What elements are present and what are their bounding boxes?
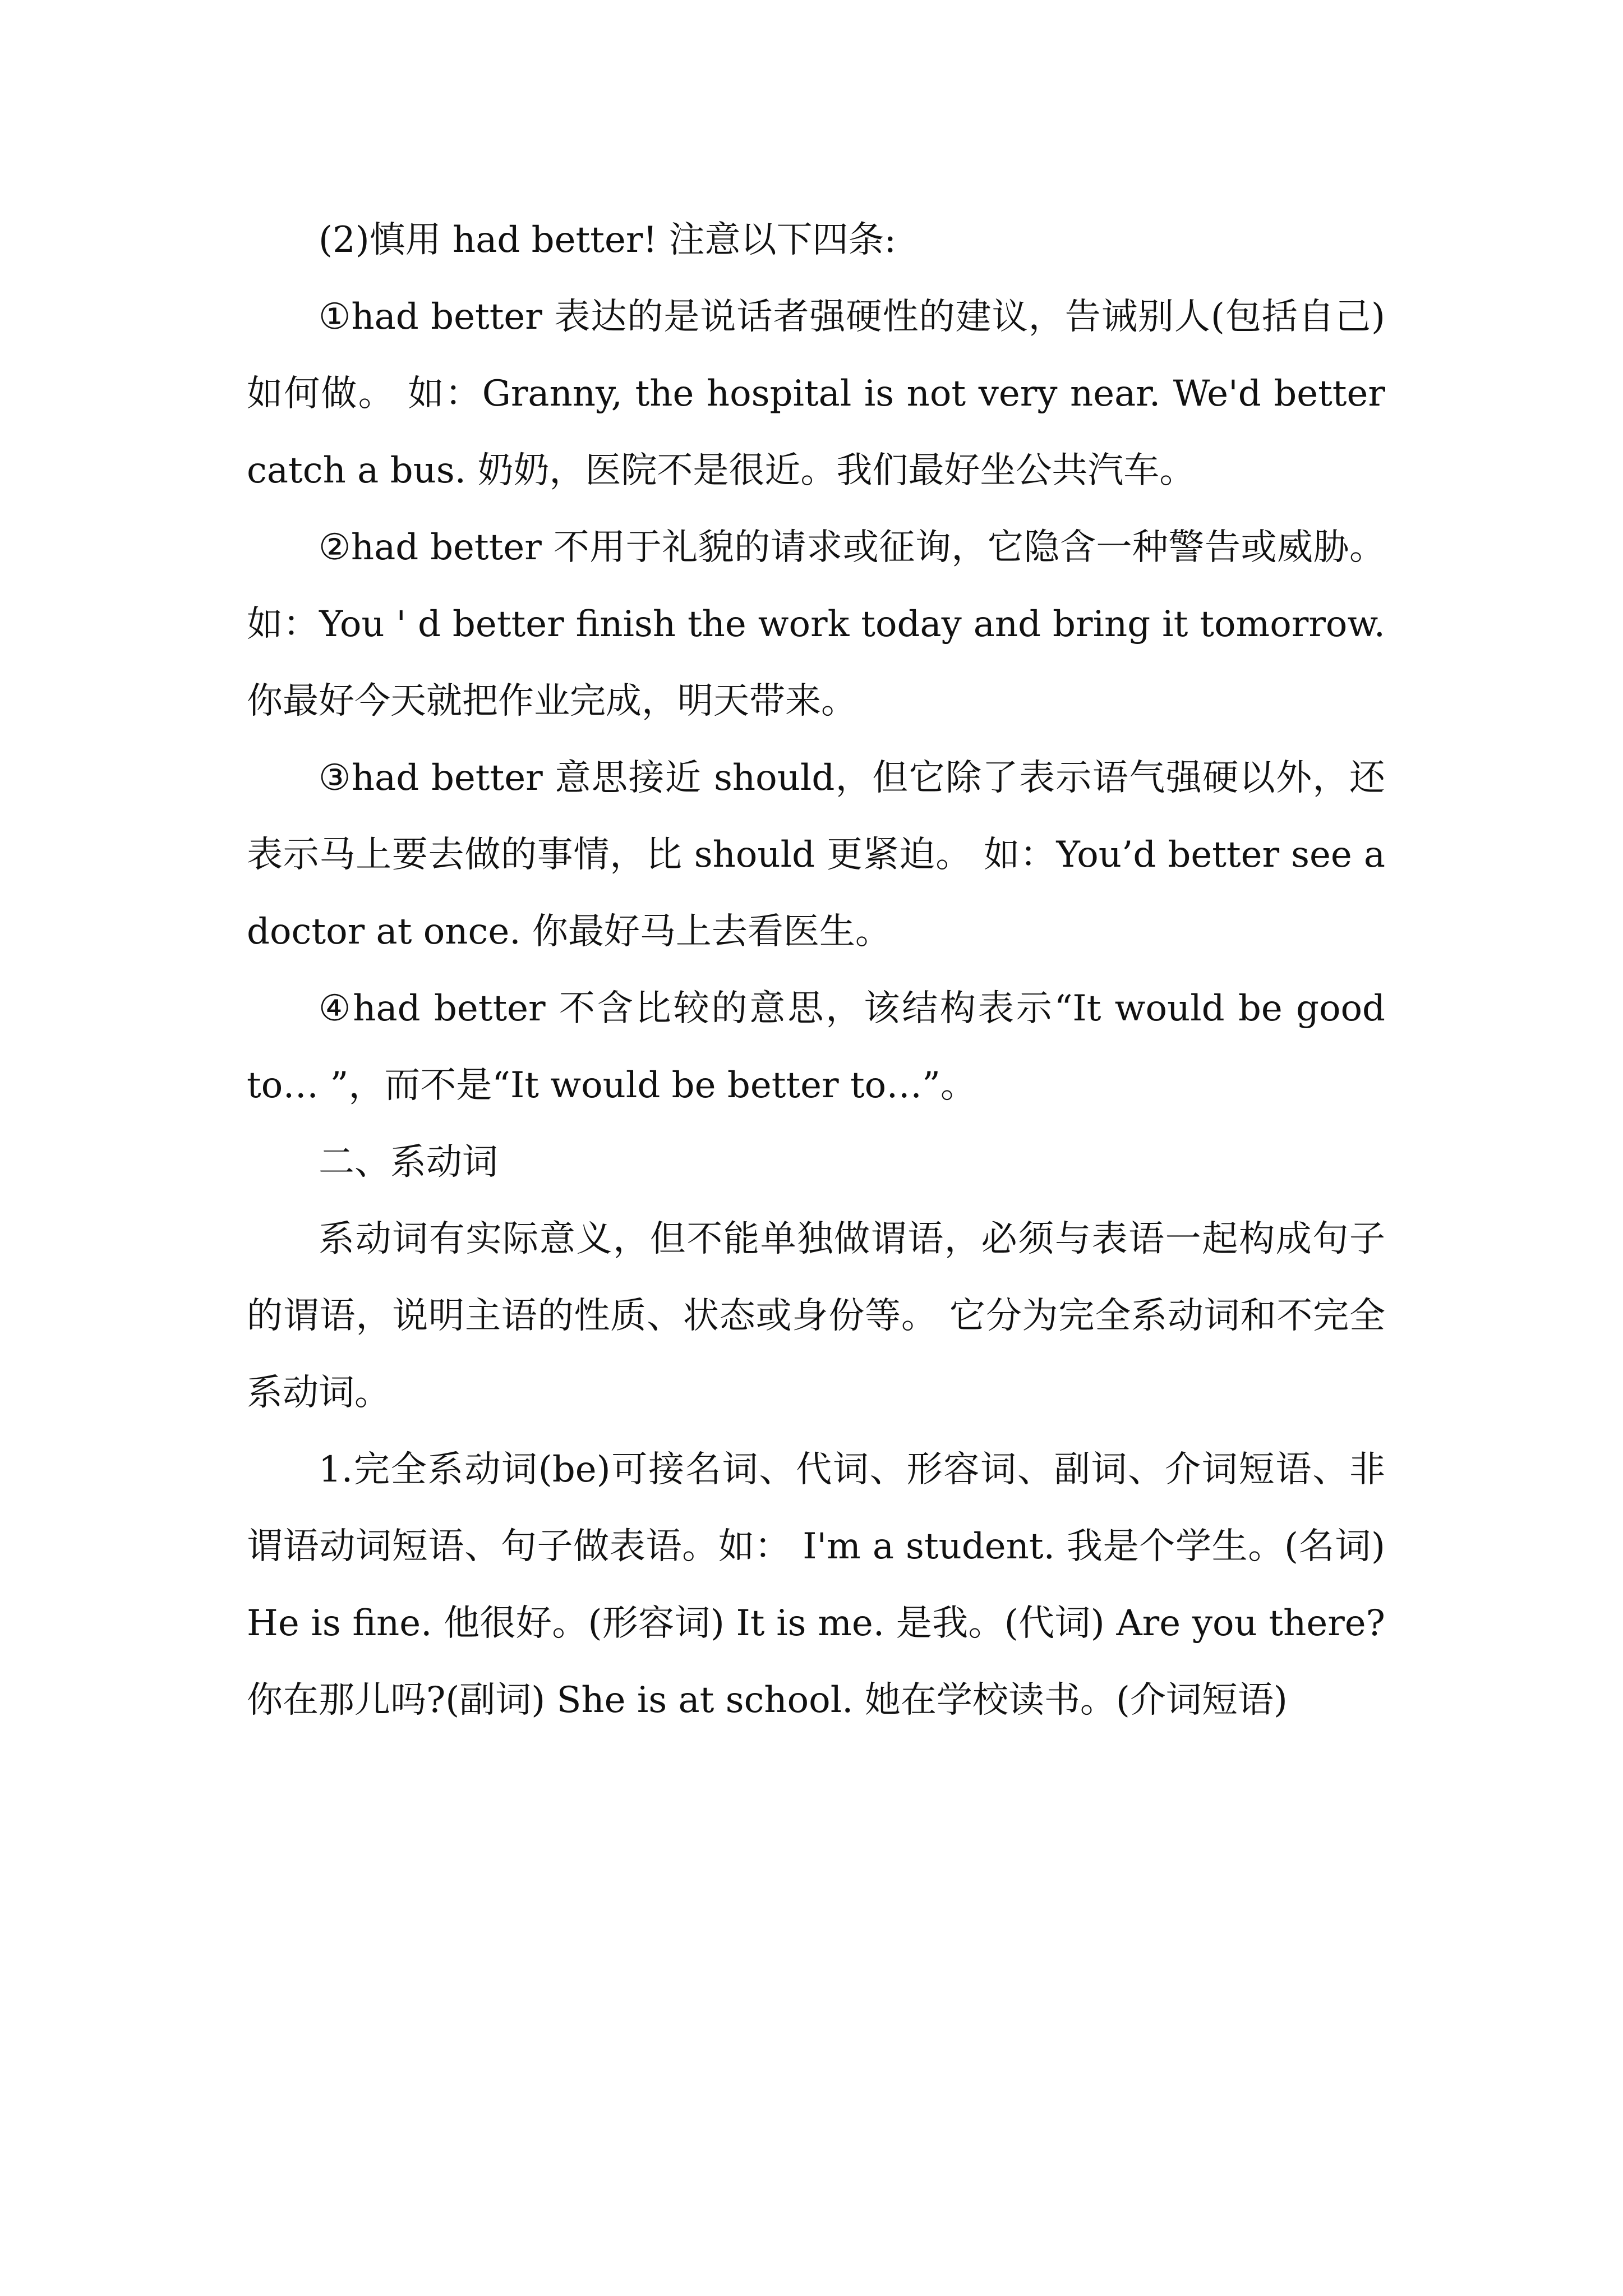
paragraph-point-2: ②had better 不用于礼貌的请求或征询，它隐含一种警告或威胁。 如：You ' d better finish the work today and bring it tomorrow. 你最好今天就把作业完成，明天带来。	[247, 527, 1385, 722]
section-heading-linking-verbs: 二、系动词	[319, 1142, 498, 1183]
paragraph-point-3: ③had better 意思接近 should，但它除了表示语气强硬以外，还表示马上要去做的事情，比 should 更紧迫。 如：You’d better see a doctor at once. 你最好马上去看医生。	[247, 757, 1385, 953]
paragraph-linking-verbs-intro: 系动词有实际意义，但不能单独做谓语，必须与表语一起构成句子的谓语，说明主语的性质、状态或身份等。 它分为完全系动词和不完全系动词。	[247, 1218, 1385, 1414]
document-page	[247, 202, 1385, 1739]
paragraph-point-4: ④had better 不含比较的意思，该结构表示“It would be good to… ”，而不是“It would be better to…”。	[247, 988, 1385, 1106]
paragraph-point-1: ①had better 表达的是说话者强硬性的建议，告诫别人(包括自己)如何做。 如：Granny, the hospital is not very near. We'd better catch a bus. 奶奶，医院不是很近。我们最好坐公共汽车。	[247, 296, 1385, 491]
paragraph-complete-linking-verbs: 1.完全系动词(be)可接名词、代词、形容词、副词、介词短语、非谓语动词短语、句子做表语。如： I'm a student. 我是个学生。(名词) He is fine. 他很好。(形容词) It is me. 是我。(代词) Are you there?你在那儿吗?(副词) She is at school. 她在学校读书。(介词短语)	[247, 1449, 1385, 1721]
heading-had-better-cautions: (2)慎用 had better! 注意以下四条:	[319, 219, 897, 261]
